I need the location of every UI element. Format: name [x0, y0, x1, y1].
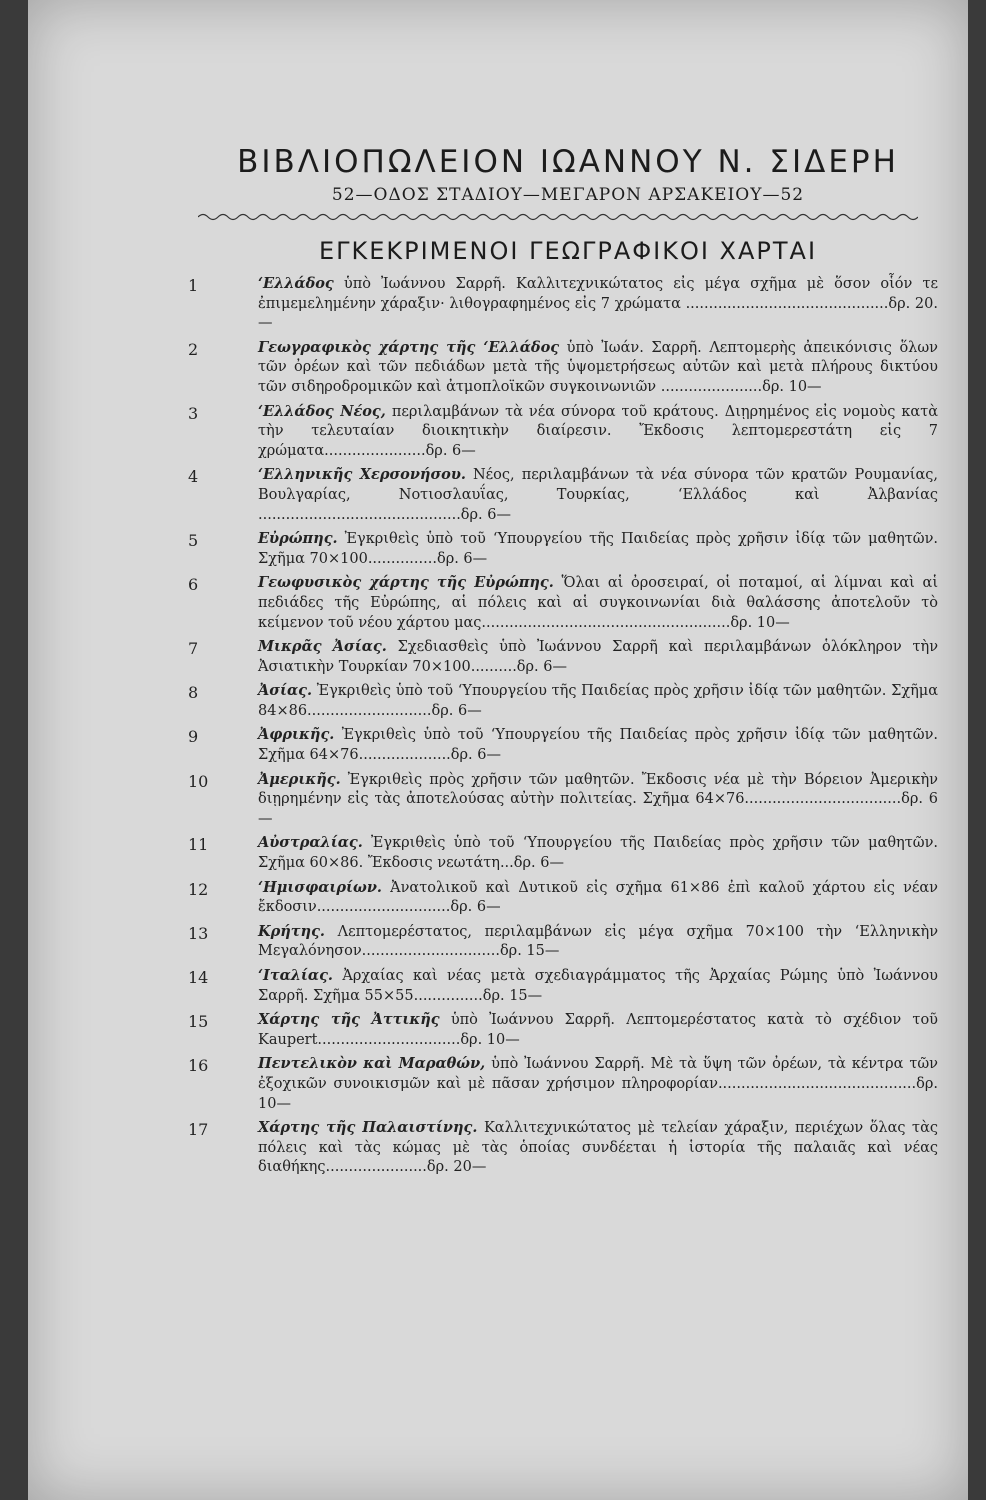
item-subject: Κρήτης.	[258, 922, 325, 940]
list-item	[188, 402, 939, 462]
item-description: Νέος, περιλαμβάνων τὰ νέα σύνορα τῶν κρατῶν Ρουμανίας, Βουλγαρίας, Νοτιοσλαυΐας, Τουρκίας, ‘Ελλάδος καὶ Ἀλβανίας ............................................δρ. 6—	[258, 467, 938, 523]
item-subject: ‘Ελλάδος	[258, 275, 334, 292]
item-description: Σχεδιασθεὶς ὑπὸ Ἰωάννου Σαρρῆ καὶ περιλαμβάνων ὁλόκληρον τὴν Ἀσιατικὴν Τουρκίαν 70×100..........δρ. 6—	[258, 639, 939, 675]
list-item	[188, 922, 939, 962]
item-number: 13	[188, 923, 209, 943]
item-description: ὑπὸ Ἰωάννου Σαρρῆ. Λεπτομερέστατος κατὰ τὸ σχέδιον τοῦ Kaupert...............................δρ. 10—	[258, 1012, 938, 1048]
item-subject: ‘Ημισφαιρίων.	[258, 878, 382, 896]
item-description: ὑπὸ Ἰωάν. Σαρρῆ. Λεπτομερὴς ἀπεικόνισις ὅλων τῶν ὀρέων καὶ τῶν πεδιάδων μετὰ τῆς ὑψομετρήσεως αὐτῶν καὶ μετὰ πλήρους δικτύου τῶν σιδηροδρομικῶν καὶ ἀτμοπλοϊκῶν συγκοινωνιῶν ......................δρ. 10—	[258, 339, 939, 395]
page-content	[188, 142, 939, 1182]
item-number: 3	[188, 403, 199, 423]
item-number: 17	[188, 1120, 209, 1140]
list-item	[188, 1010, 938, 1050]
item-subject: Μικρᾶς Ἀσίας.	[258, 638, 387, 656]
item-number: 14	[188, 968, 209, 987]
item-subject: Χάρτης τῆς Ἀττικῆς	[258, 1011, 440, 1029]
item-subject: Γεωγραφικὸς χάρτης τῆς ‘Ελλάδος	[258, 338, 560, 356]
item-description: Ἀνατολικοῦ καὶ Δυτικοῦ εἰς σχῆμα 61×86 ἐπὶ καλοῦ χάρτου εἰς νέαν ἔκδοσιν.............................δρ. 6—	[258, 879, 938, 916]
list-item	[188, 274, 938, 334]
list-item	[188, 573, 938, 633]
list-item	[188, 529, 938, 569]
item-description: Ἐγκριθεὶς ὑπὸ τοῦ ‘Υπουργείου τῆς Παιδείας πρὸς χρῆσιν ἰδίᾳ τῶν μαθητῶν. Σχῆμα 70×100...............δρ. 6—	[258, 531, 938, 567]
item-subject: Ἀμερικῆς.	[258, 770, 341, 788]
item-number: 7	[188, 639, 199, 659]
item-description: περιλαμβάνων τὰ νέα σύνορα τοῦ κράτους. Διῃρημένος εἰς νομοὺς κατὰ τὴν τελευταίαν διοικητικὴν διαίρεσιν. Ἔκδοσις λεπτομερεστάτη εἰς 7 χρώματα......................δρ. 6—	[258, 403, 939, 459]
item-number: 11	[188, 835, 209, 855]
item-number: 6	[188, 575, 199, 595]
item-description: Ἀρχαίας καὶ νέας μετὰ σχεδιαγράμματος τῆς Ἀρχαίας Ρώμης ὑπὸ Ἰωάννου Σαρρῆ. Σχῆμα 55×55...............δρ. 15—	[258, 968, 938, 1004]
list-item	[188, 637, 939, 677]
item-number: 8	[188, 683, 199, 703]
item-subject: ‘Ιταλίας.	[258, 967, 333, 984]
list-item	[188, 878, 938, 918]
item-description: Ἐγκριθεὶς πρὸς χρῆσιν τῶν μαθητῶν. Ἔκδοσις νέα μὲ τὴν Βόρειον Ἀμερικὴν διῃρημένην εἰς τὰς ἀποτελούσας αὐτὴν πολιτείας. Σχῆμα 64×76..................................δρ. 6—	[258, 771, 938, 827]
item-description: Καλλιτεχνικώτατος μὲ τελείαν χάραξιν, περιέχων ὅλας τὰς πόλεις καὶ τὰς κώμας μὲ τὰς ὁποίας συνδέεται ἡ ἱστορία τῆς παλαιᾶς καὶ νέας διαθήκης......................δρ. 20—	[258, 1120, 938, 1176]
item-subject: Πεντελικὸν καὶ Μαραθών,	[258, 1055, 486, 1073]
item-number: 12	[188, 879, 209, 899]
list-item	[188, 725, 938, 765]
item-description: Ἐγκριθεὶς ὑπὸ τοῦ ‘Υπουργείου τῆς Παιδείας πρὸς χρῆσιν ἰδίᾳ τῶν μαθητῶν. Σχῆμα 84×86...........................δρ. 6—	[258, 683, 939, 719]
list-item	[188, 770, 938, 830]
list-item	[188, 966, 938, 1006]
item-number: 15	[188, 1012, 209, 1032]
list-item	[188, 1054, 939, 1114]
item-number: 9	[188, 727, 199, 747]
item-subject: ‘Ελλάδος Νέος,	[258, 402, 386, 420]
item-description: Ἐγκριθεὶς ὑπὸ τοῦ ‘Υπουργείου τῆς Παιδείας πρὸς χρῆσιν ἰδίᾳ τῶν μαθητῶν. Σχῆμα 64×76....................δρ. 6—	[258, 727, 938, 764]
bookshop-address: 52—ΟΔΟΣ ΣΤΑΔΙΟΥ—ΜΕΓΑΡΟΝ ΑΡΣΑΚΕΙΟΥ—52	[331, 185, 805, 205]
section-title: ΕΓΚΕΚΡΙΜΕΝΟΙ ΓΕΩΓΡΑΦΙΚΟΙ ΧΑΡΤΑΙ	[318, 237, 818, 265]
item-description: Ἐγκριθεὶς ὑπὸ τοῦ ‘Υπουργείου τῆς Παιδείας πρὸς χρῆσιν τῶν μαθητῶν. Σχῆμα 60×86. Ἔκδοσις νεωτάτη...δρ. 6—	[258, 835, 939, 872]
item-subject: Αὐστραλίας.	[258, 834, 363, 852]
item-description: Ὅλαι αἱ ὀροσειραί, οἱ ποταμοί, αἱ λίμναι καὶ αἱ πεδιάδες τῆς Εὐρώπης, αἱ πόλεις καὶ αἱ συγκοινωνίαι διὰ θαλάσσης ἀποτελοῦν τὸ κείμενον τοῦ νέου χάρτου μας......................................................δρ. 10—	[258, 575, 938, 631]
bookshop-name: ΒΙΒΛΙΟΠΩΛΕΙΟΝ ΙΩΑΝΝΟΥ Ν. ΣΙΔΕΡΗ	[237, 144, 899, 180]
item-subject: ‘Ελληνικῆς Χερσονήσου.	[258, 466, 466, 484]
item-number: 1	[188, 276, 199, 295]
item-description: ὑπὸ Ἰωάννου Σαρρῆ. Καλλιτεχνικώτατος εἰς μέγα σχῆμα μὲ ὅσον οἷόν τε ἐπιμεμελημένην χάραξιν· λιθογραφημένος εἰς 7 χρώματα ............................................δρ. 20.—	[258, 276, 938, 332]
list-item	[188, 465, 938, 525]
item-subject: Γεωφυσικὸς χάρτης τῆς Εὐρώπης.	[258, 574, 554, 592]
item-number: 5	[188, 531, 199, 551]
item-subject: Ἀφρικῆς.	[258, 726, 335, 744]
item-number: 2	[188, 339, 199, 359]
wavy-divider	[198, 212, 918, 222]
item-subject: Χάρτης τῆς Παλαιστίνης.	[258, 1119, 478, 1137]
item-description: Λεπτομερέστατος, περιλαμβάνων εἰς μέγα σχῆμα 70×100 τὴν ‘Ελληνικὴν Μεγαλόνησον..............................δρ. 15—	[258, 923, 939, 960]
list-item	[188, 1118, 938, 1178]
item-subject: Ἀσίας.	[258, 682, 312, 700]
list-item	[188, 833, 939, 873]
item-subject: Εὐρώπης.	[258, 530, 338, 548]
document-page	[28, 0, 968, 1500]
item-description: ὑπὸ Ἰωάννου Σαρρῆ. Μὲ τὰ ὕψη τῶν ὀρέων, τὰ κέντρα τῶν ἐξοχικῶν συνοικισμῶν καὶ μὲ πᾶσαν χρήσιμον πληροφορίαν...........................................δρ. 10—	[258, 1056, 939, 1112]
item-number: 4	[188, 467, 199, 487]
list-item	[188, 681, 939, 721]
item-number: 16	[188, 1056, 209, 1076]
list-item	[188, 338, 939, 398]
item-number: 10	[188, 771, 209, 791]
map-list	[188, 274, 939, 1178]
